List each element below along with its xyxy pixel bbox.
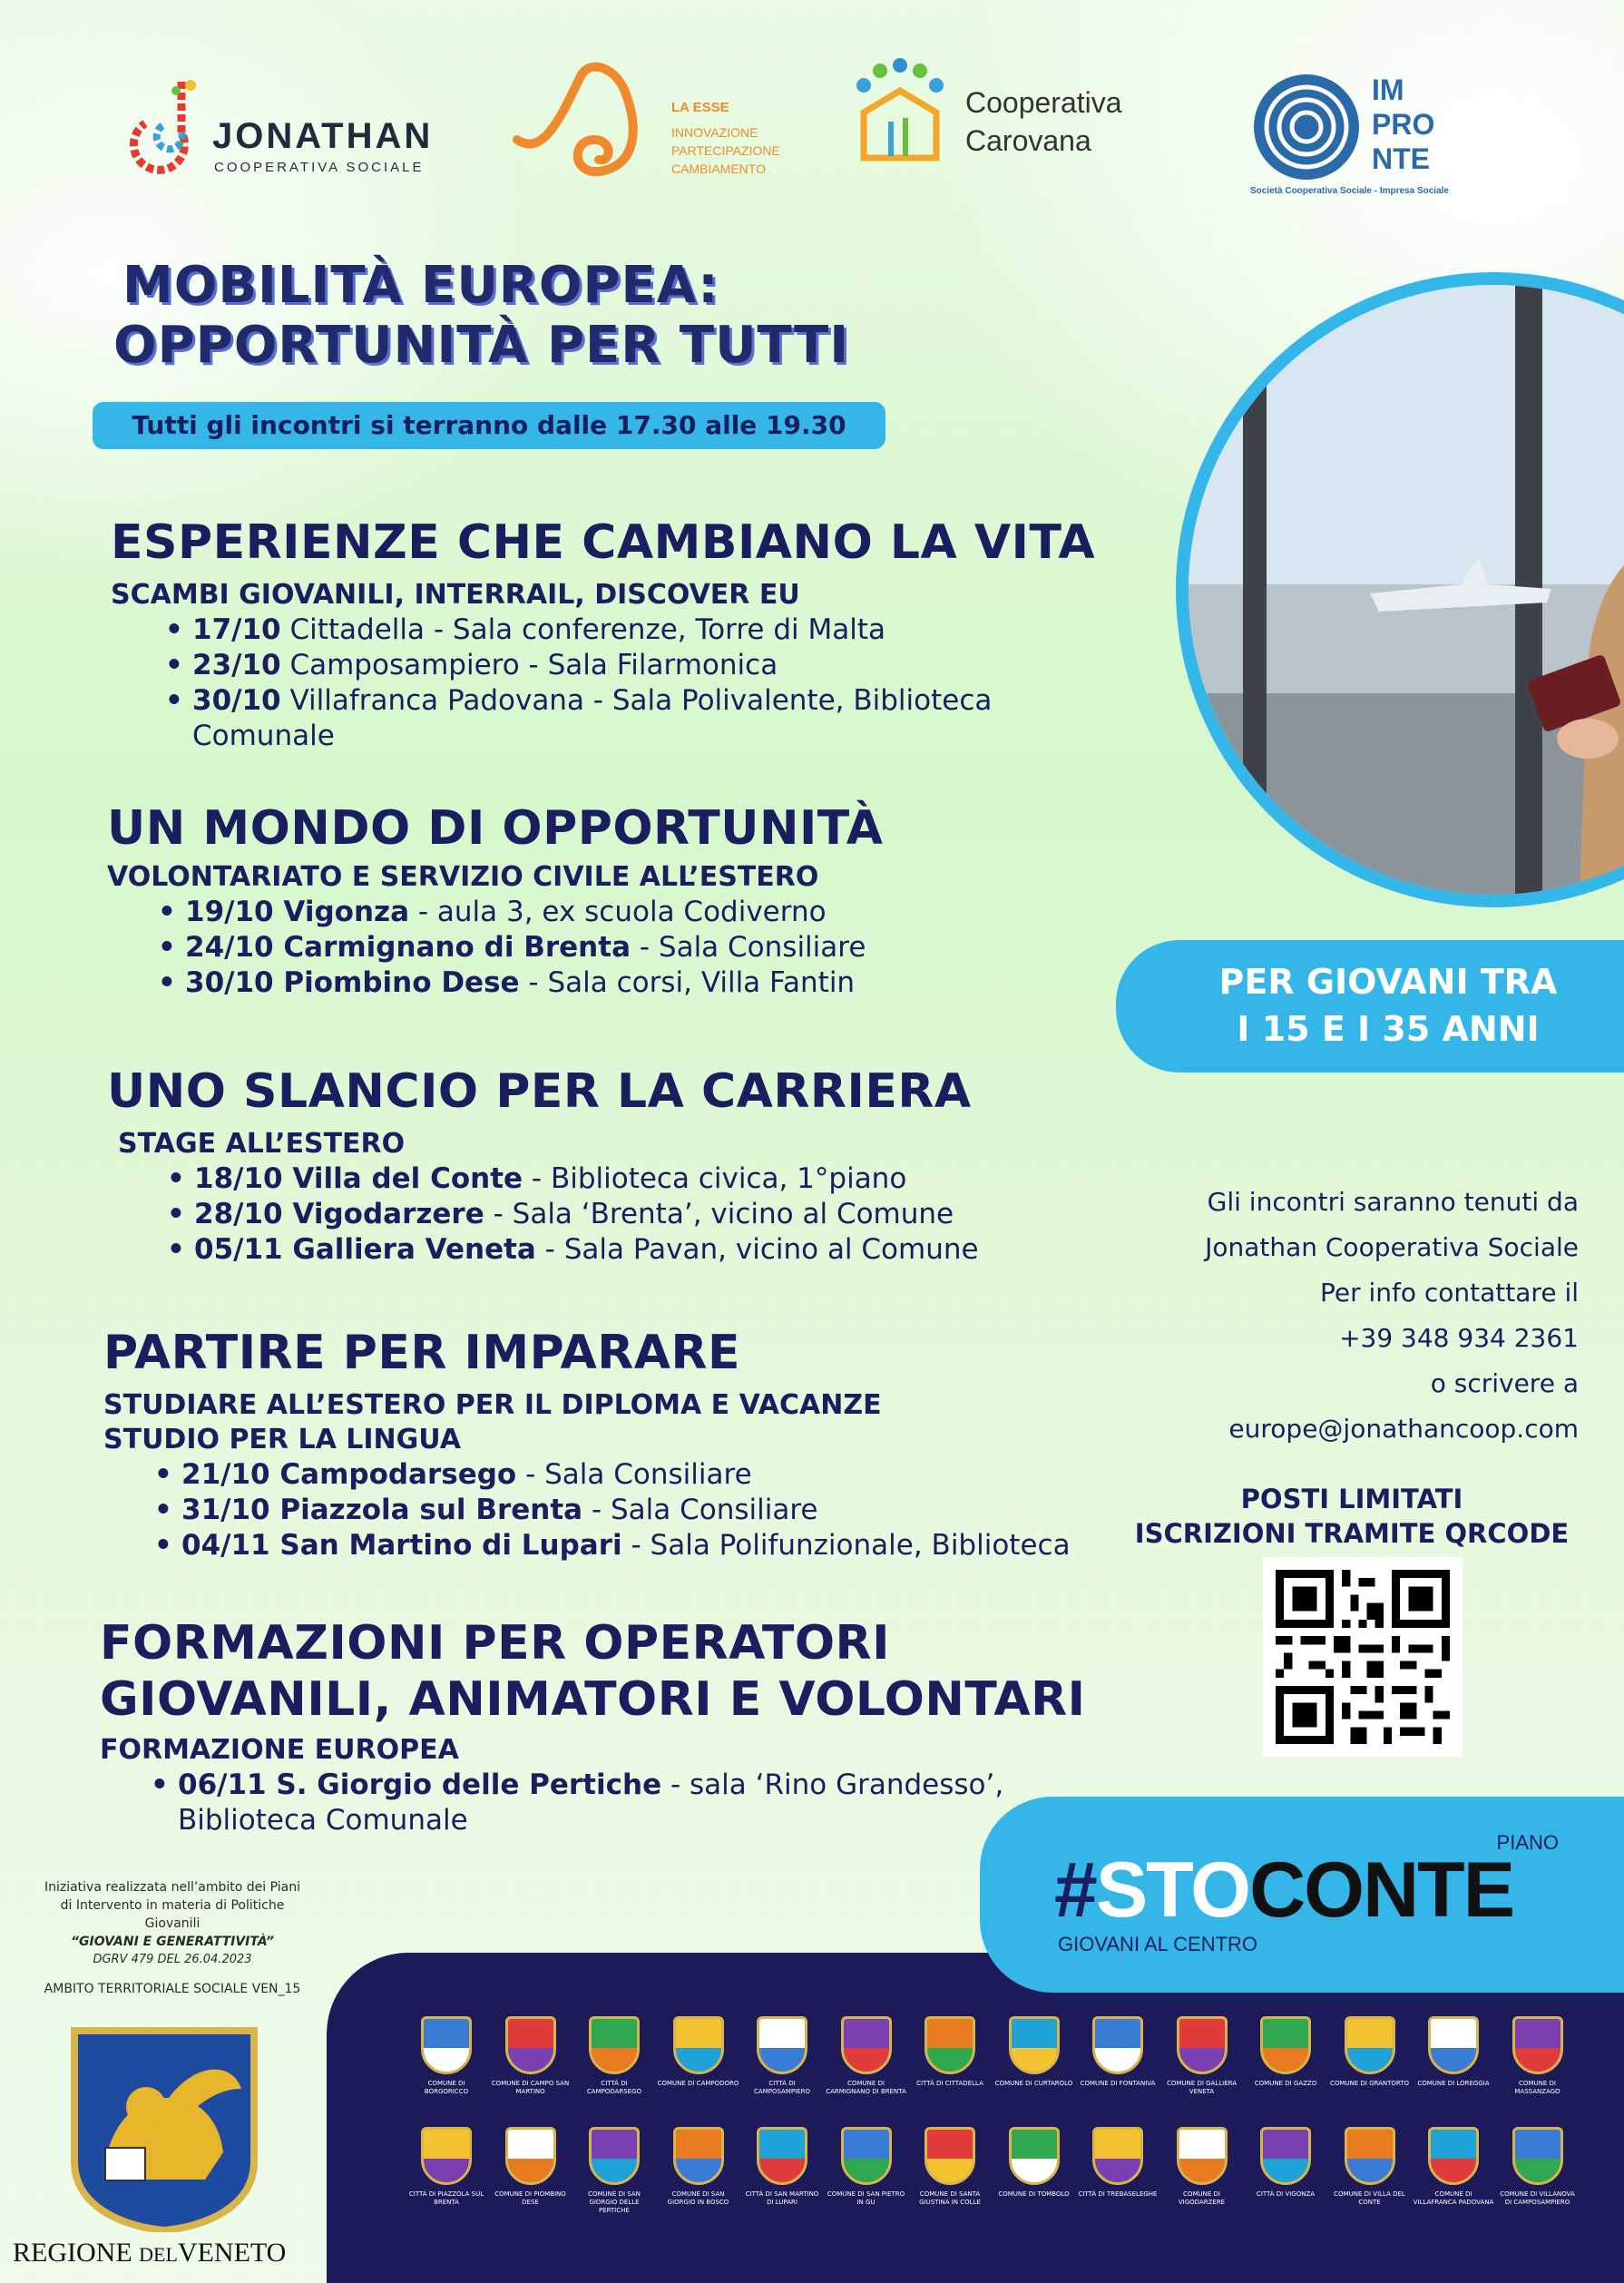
section-subtitle: FORMAZIONE EUROPEA — [100, 1734, 459, 1766]
piano-label: PIANO — [1496, 1831, 1559, 1854]
comune-crest — [1345, 2016, 1395, 2074]
comune-crest — [1512, 2016, 1563, 2074]
comune-crest — [589, 2016, 640, 2074]
event-item — [167, 1161, 1132, 1197]
event-detail: Cittadella - Sala conferenze, Torre di Malta — [280, 613, 885, 646]
phone-number[interactable]: +39 348 934 2361 — [1339, 1323, 1579, 1353]
comune-crest — [505, 2127, 556, 2185]
comune-crest — [1260, 2016, 1311, 2074]
comune-name: COMUNE DI VILLANOVA DI CAMPOSAMPIERO — [1500, 2190, 1575, 2206]
event-detail: - Sala Consiliare — [631, 931, 866, 964]
comune-crest — [841, 2127, 892, 2185]
comune-name: COMUNE DI LOREGGIA — [1417, 2080, 1490, 2087]
la-esse-name: LA ESSE — [671, 100, 729, 115]
event-detail: - Biblioteca civica, 1°piano — [523, 1162, 907, 1195]
event-detail: - Sala Pavan, vicino al Comune — [535, 1233, 979, 1266]
comune-crest — [1092, 2016, 1143, 2074]
carovana-name — [965, 83, 1122, 160]
section-title: GIOVANILI, ANIMATORI E VOLONTARI — [100, 1672, 1086, 1727]
event-place: Vigonza — [283, 896, 409, 928]
la-esse-swirl-icon — [508, 58, 662, 185]
section-subtitle: SCAMBI GIOVANILI, INTERRAIL, DISCOVER EU — [111, 579, 800, 611]
age-line1: PER GIOVANI TRA — [1218, 962, 1558, 1002]
comune-crest — [1177, 2016, 1228, 2074]
event-date: 05/11 — [194, 1233, 283, 1266]
event-item — [158, 895, 1132, 930]
comune-name: COMUNE DI CARMIGNANO DI BRENTA — [826, 2080, 906, 2095]
comune-name: COMUNE DI CURTAROLO — [994, 2080, 1073, 2087]
comune-name: COMUNE DI TOMBOLO — [998, 2190, 1070, 2198]
event-item — [165, 612, 1072, 648]
section-title: PARTIRE PER IMPARARE — [103, 1326, 741, 1380]
carovana-house-icon — [846, 58, 954, 167]
section-carriera — [107, 1063, 1132, 1268]
page-title — [113, 256, 850, 376]
event-date: 06/11 — [178, 1769, 267, 1801]
regione-veneto-label — [13, 2238, 286, 2268]
comune-crest — [1428, 2016, 1479, 2074]
event-date: 19/10 — [185, 896, 274, 928]
carovana-line2: Carovana — [965, 124, 1091, 157]
section-formazioni — [100, 1615, 1152, 1838]
carovana-logo — [846, 58, 954, 167]
stoconte-banner — [980, 1797, 1624, 1993]
comune-name: COMUNE DI GAZZO — [1254, 2080, 1317, 2087]
comune-name: CITTÀ DI SAN MARTINO DI LUPARI — [745, 2190, 819, 2206]
event-date: 04/11 — [181, 1529, 270, 1562]
side-note-dgrv: DGRV 479 DEL 26.04.2023 — [93, 1953, 252, 1966]
comune-name: COMUNE DI VILLAFRANCA PADOVANA — [1413, 2190, 1494, 2206]
comune-crest — [1009, 2127, 1060, 2185]
comune-name: COMUNE DI PIOMBINO DESE — [494, 2190, 566, 2206]
side-note-quote: “GIOVANI E GENERATTIVITÀ” — [71, 1935, 274, 1949]
impronte-logo — [1250, 71, 1459, 184]
event-date: 30/10 — [185, 966, 274, 999]
event-item — [158, 930, 1132, 965]
veneto-word: VENETO — [177, 2238, 287, 2268]
section-esperienze — [111, 514, 1136, 754]
sto-word: STO — [1095, 1847, 1250, 1934]
event-place: Campodarsego — [279, 1458, 517, 1491]
event-place: Vigodarzere — [292, 1198, 484, 1230]
event-date: 18/10 — [194, 1162, 283, 1195]
comune-name: CITTÀ DI TREBASELEGHE — [1078, 2190, 1158, 2198]
event-item — [154, 1528, 1138, 1563]
traveler-photo — [1176, 272, 1624, 907]
jonathan-name: JONATHAN — [212, 116, 434, 156]
regione-word: REGIONE — [13, 2238, 140, 2268]
event-place: San Martino di Lupari — [279, 1529, 622, 1562]
section-title: FORMAZIONI PER OPERATORI — [100, 1616, 890, 1671]
section-subtitle: STUDIARE ALL’ESTERO PER IL DIPLOMA E VACANZE — [103, 1389, 882, 1421]
event-item — [151, 1768, 1058, 1838]
la-esse-line: CAMBIAMENTO — [671, 162, 766, 176]
comune-crest — [925, 2016, 975, 2074]
event-place: Piazzola sul Brenta — [279, 1494, 583, 1526]
conte-word: CONTE — [1249, 1847, 1514, 1934]
event-date: 30/10 — [192, 684, 281, 717]
event-detail: - Sala Consiliare — [582, 1494, 818, 1526]
jonathan-subtitle: COOPERATIVA SOCIALE — [214, 160, 425, 175]
comune-name: CITTÀ DI PIAZZOLA SUL BRENTA — [408, 2190, 484, 2206]
comune-crest — [1009, 2016, 1060, 2074]
comune-crest — [673, 2127, 724, 2185]
comune-name: COMUNE DI FONTANIVA — [1080, 2080, 1156, 2087]
section-subtitle: VOLONTARIATO E SERVIZIO CIVILE ALL’ESTERO — [107, 861, 819, 893]
comune-name: COMUNE DI SAN PIETRO IN GU — [827, 2190, 905, 2206]
event-date: 17/10 — [192, 613, 281, 646]
section-title: ESPERIENZE CHE CAMBIANO LA VITA — [111, 515, 1096, 570]
hash-mark: # — [1054, 1847, 1096, 1934]
age-line2: I 15 E I 35 ANNI — [1237, 1009, 1540, 1049]
comune-crest — [757, 2016, 807, 2074]
event-place: Piombino Dese — [283, 966, 520, 999]
event-date: 28/10 — [194, 1198, 283, 1230]
la-esse-line: PARTECIPAZIONE — [671, 143, 780, 158]
comune-name: COMUNE DI GRANTORTO — [1329, 2080, 1410, 2087]
side-note-line: Giovanili — [144, 1916, 201, 1931]
comune-name: CITTÀ DI CAMPODARSEGO — [586, 2080, 642, 2095]
comune-crest — [1260, 2127, 1311, 2185]
comune-name: COMUNE DI VILLA DEL CONTE — [1334, 2190, 1405, 2206]
event-item — [165, 648, 1072, 683]
comune-crest — [421, 2127, 472, 2185]
del-word: DEL — [139, 2243, 178, 2266]
comune-name: COMUNE DI SAN GIORGIO IN BOSCO — [667, 2190, 729, 2206]
comune-crest — [505, 2016, 556, 2074]
info-text: Jonathan Cooperativa Sociale — [1205, 1232, 1579, 1262]
section-subtitle: STAGE ALL’ESTERO — [118, 1128, 406, 1160]
event-detail: - Sala ‘Brenta’, vicino al Comune — [484, 1198, 954, 1230]
email-link[interactable]: europe@jonathancoop.com — [1228, 1414, 1579, 1444]
event-place: Carmignano di Brenta — [283, 931, 631, 964]
title-line1: MOBILITÀ EUROPEA: — [122, 256, 719, 315]
comune-name: COMUNE DI MASSANZAGO — [1514, 2080, 1560, 2095]
title-line2: OPPORTUNITÀ PER TUTTI — [113, 316, 850, 375]
age-range-badge — [1116, 940, 1624, 1073]
event-date: 31/10 — [181, 1494, 270, 1526]
time-note-badge: Tutti gli incontri si terranno dalle 17.30 alle 19.30 — [93, 402, 885, 449]
section-mondo — [107, 800, 1132, 1001]
event-item — [165, 683, 1036, 754]
comune-crest — [841, 2016, 892, 2074]
event-detail: - aula 3, ex scuola Codiverno — [409, 896, 827, 928]
event-item — [167, 1197, 1132, 1232]
event-place: Villa del Conte — [292, 1162, 523, 1195]
stoconte-tagline: GIOVANI AL CENTRO — [1058, 1933, 1258, 1955]
event-place: Galliera Veneta — [292, 1233, 536, 1266]
impronte-subtitle: Società Cooperativa Sociale - Impresa Sociale — [1250, 186, 1449, 196]
comune-crest — [1428, 2127, 1479, 2185]
comune-name: COMUNE DI GALLIERA VENETA — [1167, 2080, 1237, 2095]
impronte-line1: IM — [1372, 73, 1404, 106]
event-date: 21/10 — [181, 1458, 270, 1491]
posti-limitati: POSTI LIMITATI — [1240, 1484, 1463, 1514]
info-text: Per info contattare il — [1319, 1278, 1579, 1308]
side-note-line: Iniziativa realizzata nell’ambito dei Piani — [44, 1880, 301, 1895]
comune-crest — [1092, 2127, 1143, 2185]
comune-name: CITTÀ DI CITTADELLA — [916, 2080, 983, 2087]
la-esse-line: INNOVAZIONE — [671, 125, 758, 140]
comune-crest — [421, 2016, 472, 2074]
section-title: UN MONDO DI OPPORTUNITÀ — [107, 801, 884, 856]
section-imparare — [103, 1325, 1138, 1563]
event-place: S. Giorgio delle Pertiche — [276, 1769, 662, 1801]
comune-name: COMUNE DI BORGORICCO — [424, 2080, 469, 2095]
qr-code[interactable] — [1263, 1557, 1463, 1757]
impronte-line3: NTE — [1372, 142, 1430, 175]
event-item — [154, 1457, 1138, 1493]
airport-window-illustration — [1189, 285, 1624, 907]
event-item — [158, 965, 1132, 1001]
la-esse-logo — [508, 58, 662, 185]
event-date: 23/10 — [192, 649, 281, 681]
comune-crest — [1177, 2127, 1228, 2185]
comune-name: COMUNE DI CAMPO SAN MARTINO — [491, 2080, 570, 2095]
info-text: Gli incontri saranno tenuti da — [1207, 1187, 1579, 1217]
comune-crest — [925, 2127, 975, 2185]
comune-crest — [589, 2127, 640, 2185]
comune-name: COMUNE DI SAN GIORGIO DELLE PERTICHE — [588, 2190, 641, 2214]
event-date: 24/10 — [185, 931, 274, 964]
comuni-band — [327, 1953, 1624, 2283]
comune-crest — [757, 2127, 807, 2185]
event-item — [154, 1493, 1138, 1528]
comune-crest — [1512, 2127, 1563, 2185]
comune-name: COMUNE DI CAMPODORO — [657, 2080, 739, 2087]
event-detail: Camposampiero - Sala Filarmonica — [289, 649, 778, 681]
comune-name: COMUNE DI SANTA GIUSTINA IN COLLE — [919, 2190, 981, 2206]
event-detail: - Sala corsi, Villa Fantin — [519, 966, 856, 999]
comune-name: CITTÀ DI VIGONZA — [1256, 2190, 1316, 2198]
event-detail: - sala ‘Rino Grandesso’, Biblioteca Comunale — [178, 1769, 1004, 1837]
section-title: UNO SLANCIO PER LA CARRIERA — [107, 1064, 972, 1119]
section-subtitle: STUDIO PER LA LINGUA — [103, 1424, 461, 1455]
side-note-ambito: AMBITO TERRITORIALE SOCIALE VEN_15 — [44, 1982, 301, 1996]
stoconte-logo — [1054, 1847, 1514, 1934]
side-note-line: di Intervento in materia di Politiche — [60, 1898, 285, 1913]
lion-of-st-mark-icon — [69, 2025, 259, 2232]
comune-crest — [673, 2016, 724, 2074]
event-item — [167, 1232, 1132, 1268]
info-text: o scrivere a — [1430, 1368, 1579, 1398]
event-detail: Villafranca Padovana - Sala Polivalente, Biblioteca Comunale — [192, 684, 993, 752]
comune-crest — [1345, 2127, 1395, 2185]
impronte-line2: PRO — [1372, 108, 1435, 141]
qr-code-icon — [1276, 1570, 1450, 1744]
comune-name: CITTÀ DI CAMPOSAMPIERO — [754, 2080, 810, 2095]
regione-veneto-shield — [69, 2025, 259, 2232]
carovana-line1: Cooperativa — [965, 86, 1122, 119]
event-detail: - Sala Polifunzionale, Biblioteca — [621, 1529, 1071, 1562]
event-detail: - Sala Consiliare — [516, 1458, 752, 1491]
comune-name: COMUNE DI VIGODARZERE — [1178, 2190, 1226, 2206]
iscrizioni-qrcode: ISCRIZIONI TRAMITE QRCODE — [1134, 1518, 1570, 1549]
